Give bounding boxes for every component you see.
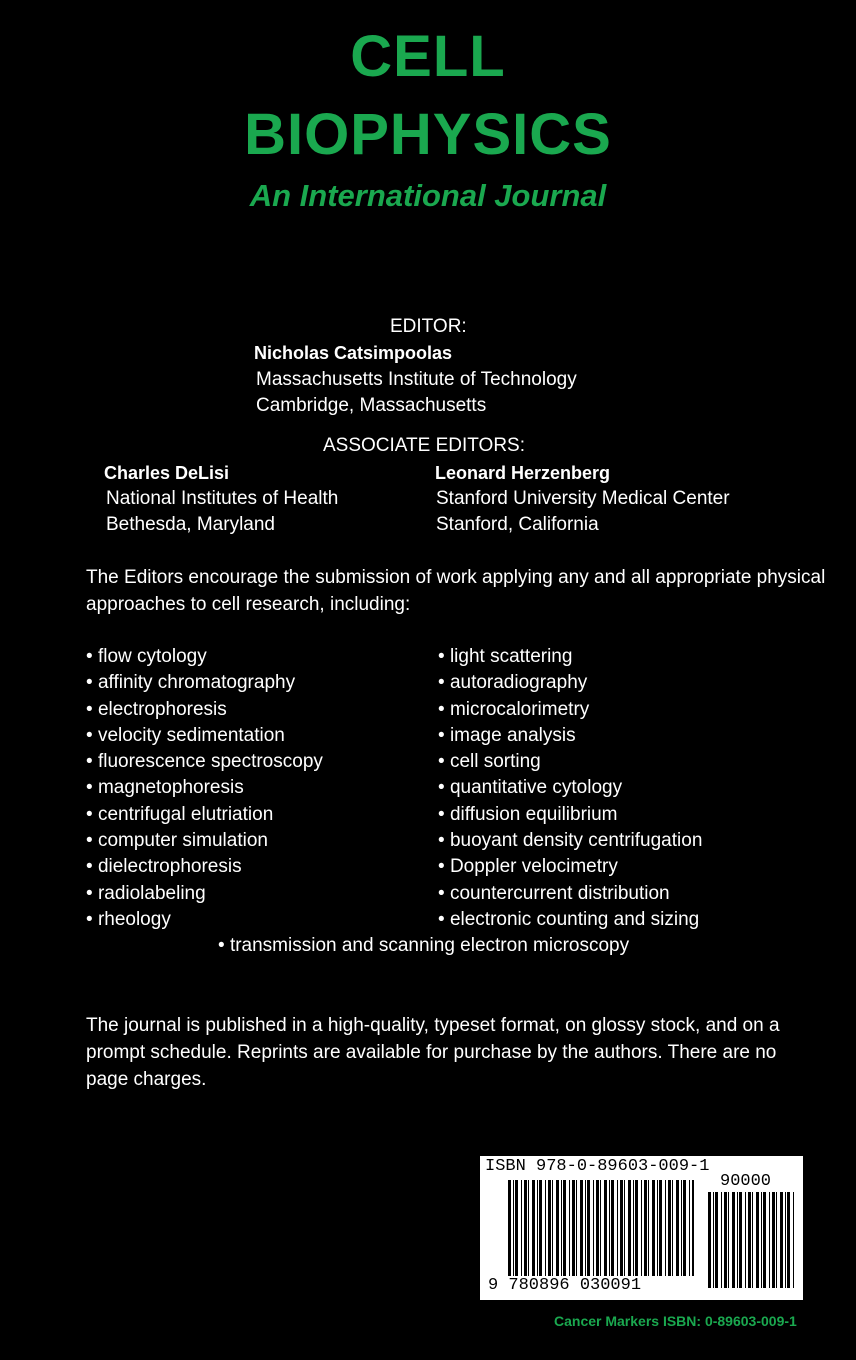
- list-item: • quantitative cytology: [438, 775, 702, 801]
- topics-list-center: [218, 933, 629, 959]
- list-item: • computer simulation: [86, 828, 323, 854]
- list-item: • transmission and scanning electron microscopy: [218, 933, 629, 959]
- associate-editor-name: Charles DeLisi: [104, 463, 230, 483]
- list-item: • microcalorimetry: [438, 697, 702, 723]
- publishing-paragraph: The journal is published in a high-quality, typeset format, on glossy stock, and on a prompt schedule. Reprints are available for purchase by the authors. There are no page charges.: [86, 1015, 780, 1090]
- editor-heading: EDITOR:: [390, 316, 467, 337]
- list-item: • diffusion equilibrium: [438, 802, 702, 828]
- associate-editor-name: Leonard Herzenberg: [435, 463, 611, 483]
- journal-subtitle: An International Journal: [249, 178, 607, 213]
- topics-list-left: [86, 644, 323, 933]
- associate-editor-affiliation: Stanford University Medical Center: [436, 488, 730, 509]
- list-item: • velocity sedimentation: [86, 723, 323, 749]
- list-item: • autoradiography: [438, 670, 702, 696]
- list-item: • fluorescence spectroscopy: [86, 749, 323, 775]
- isbn-barcode: [480, 1156, 803, 1300]
- list-item: • radiolabeling: [86, 881, 323, 907]
- associate-editor-location: Stanford, California: [436, 514, 599, 535]
- list-item: • image analysis: [438, 723, 702, 749]
- list-item: • Doppler velocimetry: [438, 854, 702, 880]
- editor-affiliation: Massachusetts Institute of Technology: [256, 369, 577, 390]
- footer-isbn: Cancer Markers ISBN: 0-89603-009-1: [554, 1313, 797, 1329]
- list-item: • flow cytology: [86, 644, 323, 670]
- list-item: • centrifugal elutriation: [86, 802, 323, 828]
- list-item: • countercurrent distribution: [438, 881, 702, 907]
- associate-editor-location: Bethesda, Maryland: [106, 514, 275, 535]
- editor-location: Cambridge, Massachusetts: [256, 395, 487, 416]
- list-item: • electronic counting and sizing: [438, 907, 702, 933]
- list-item: • light scattering: [438, 644, 702, 670]
- associate-editor-affiliation: National Institutes of Health: [106, 488, 339, 509]
- list-item: • cell sorting: [438, 749, 702, 775]
- list-item: • electrophoresis: [86, 697, 323, 723]
- journal-title-line2: BIOPHYSICS: [244, 102, 612, 167]
- list-item: • affinity chromatography: [86, 670, 323, 696]
- topics-list-right: [438, 644, 702, 933]
- list-item: • magnetophoresis: [86, 775, 323, 801]
- isbn-text: ISBN 978-0-89603-009-1: [485, 1157, 710, 1176]
- intro-paragraph: The Editors encourage the submission of work applying any and all appropriate physical approaches to cell research, including:: [86, 567, 826, 615]
- barcode-addon-price: 90000: [720, 1172, 772, 1191]
- list-item: • dielectrophoresis: [86, 854, 323, 880]
- editor-name: Nicholas Catsimpoolas: [254, 343, 453, 363]
- journal-title-line1: CELL: [350, 24, 506, 89]
- list-item: • buoyant density centrifugation: [438, 828, 702, 854]
- associate-editors-heading: ASSOCIATE EDITORS:: [323, 435, 526, 456]
- ean-digits: 9 780896 030091: [488, 1276, 642, 1295]
- list-item: • rheology: [86, 907, 323, 933]
